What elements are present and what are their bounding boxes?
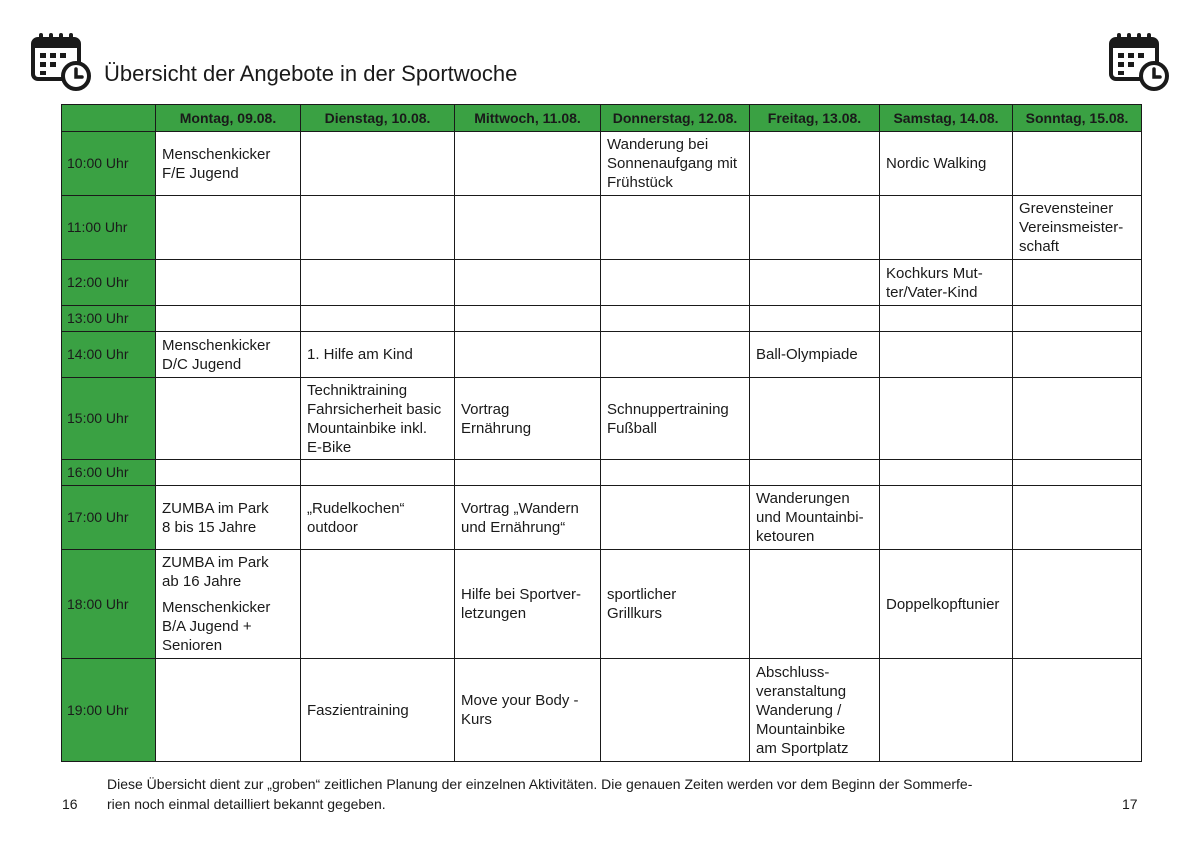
page-number-right: 17 (1122, 796, 1138, 812)
schedule-cell (1013, 659, 1142, 762)
activity-entry: ZUMBA im Park 8 bis 15 Jahre (162, 499, 269, 536)
schedule-cell (880, 306, 1013, 332)
schedule-cell (301, 132, 455, 196)
schedule-cell (880, 550, 1013, 659)
time-cell: 18:00 Uhr (62, 550, 156, 659)
corner-header-cell (62, 105, 156, 132)
schedule-cell (880, 260, 1013, 306)
schedule-cell (601, 132, 750, 196)
page-title: Übersicht der Angebote in der Sportwoche (104, 61, 518, 86)
activity-entry: sportlicher Grillkurs (607, 586, 677, 622)
schedule-cell (455, 460, 601, 486)
schedule-cell (880, 132, 1013, 196)
activity-entry: ZUMBA im Park ab 16 Jahre (162, 554, 269, 590)
schedule-cell (750, 550, 880, 659)
schedule-cell (301, 550, 455, 659)
schedule-cell (301, 306, 455, 332)
schedule-cell (301, 486, 455, 550)
schedule-cell (455, 659, 601, 762)
schedule-cell (880, 460, 1013, 486)
schedule-cell (880, 196, 1013, 260)
schedule-cell (1013, 486, 1142, 550)
table-row (62, 550, 1142, 659)
activity-entry: Wanderung bei Sonnenaufgang mit Frühstück (607, 136, 738, 191)
schedule-cell (301, 332, 455, 378)
table-row (62, 460, 1142, 486)
schedule-cell (455, 486, 601, 550)
schedule-cell (750, 460, 880, 486)
schedule-cell (750, 486, 880, 550)
time-cell: 14:00 Uhr (62, 332, 156, 378)
schedule-cell (455, 550, 601, 659)
page-number-left: 16 (62, 796, 78, 812)
schedule-cell (455, 132, 601, 196)
activity-entry: Move your Body - Kurs (461, 692, 579, 728)
schedule-cell (1013, 306, 1142, 332)
activity-entry: Abschluss- veranstaltung Wanderung / Mountainbike am Sportplatz (756, 663, 849, 757)
schedule-cell (455, 260, 601, 306)
schedule-cell (601, 460, 750, 486)
schedule-cell (156, 306, 301, 332)
activity-entry: Techniktraining Fahrsicherheit basic Mountainbike inkl. E-Bike (307, 381, 442, 456)
schedule-cell (156, 260, 301, 306)
schedule-cell (1013, 460, 1142, 486)
activity-entry: Ball-Olympiade (756, 346, 858, 363)
schedule-cell (301, 378, 455, 460)
schedule-cell (601, 196, 750, 260)
header-row (62, 105, 1142, 132)
activity-entry: Kochkurs Mut- ter/Vater-Kind (886, 264, 983, 301)
schedule-cell (750, 378, 880, 460)
schedule-cell (301, 659, 455, 762)
activity-entry: Grevensteiner Vereinsmeister- schaft (1019, 200, 1124, 255)
time-cell: 16:00 Uhr (62, 460, 156, 486)
day-header: Mittwoch, 11.08. (455, 105, 601, 132)
table-row (62, 306, 1142, 332)
time-cell: 11:00 Uhr (62, 196, 156, 260)
schedule-cell (601, 260, 750, 306)
schedule-cell (1013, 132, 1142, 196)
table-row (62, 332, 1142, 378)
schedule-cell (1013, 550, 1142, 659)
schedule-cell (601, 550, 750, 659)
activity-entry: Wanderungen und Mountainbi- ketouren (756, 490, 864, 545)
schedule-cell (880, 659, 1013, 762)
day-header: Freitag, 13.08. (750, 105, 880, 132)
schedule-cell (880, 332, 1013, 378)
calendar-clock-icon (30, 30, 92, 92)
activity-entry: Hilfe bei Sportver- letzungen (461, 586, 582, 622)
schedule-cell (156, 486, 301, 550)
day-header: Montag, 09.08. (156, 105, 301, 132)
table-row (62, 132, 1142, 196)
day-header: Dienstag, 10.08. (301, 105, 455, 132)
schedule-cell (1013, 378, 1142, 460)
schedule-cell (750, 306, 880, 332)
time-cell: 19:00 Uhr (62, 659, 156, 762)
schedule-cell (156, 332, 301, 378)
day-header: Samstag, 14.08. (880, 105, 1013, 132)
schedule-cell (601, 486, 750, 550)
calendar-clock-icon (1108, 30, 1170, 92)
schedule-cell (156, 550, 301, 659)
schedule-cell (156, 132, 301, 196)
time-cell: 10:00 Uhr (62, 132, 156, 196)
schedule-cell (301, 460, 455, 486)
schedule-cell (601, 306, 750, 332)
schedule-cell (455, 332, 601, 378)
time-cell: 17:00 Uhr (62, 486, 156, 550)
table-row (62, 378, 1142, 460)
schedule-cell (750, 260, 880, 306)
schedule-cell (1013, 332, 1142, 378)
schedule-cell (156, 378, 301, 460)
day-header: Sonntag, 15.08. (1013, 105, 1142, 132)
schedule-cell (880, 378, 1013, 460)
day-header: Donnerstag, 12.08. (601, 105, 750, 132)
activity-entry: Doppelkopftunier (886, 595, 1000, 613)
table-row (62, 659, 1142, 762)
schedule-cell (601, 332, 750, 378)
schedule-cell (601, 378, 750, 460)
time-cell: 12:00 Uhr (62, 260, 156, 306)
table-row (62, 486, 1142, 550)
activity-entry: Menschenkicker D/C Jugend (162, 336, 271, 373)
schedule-cell (1013, 196, 1142, 260)
activity-entry: Vortrag Ernährung (461, 400, 532, 437)
schedule-table (61, 104, 1142, 762)
schedule-cell (301, 260, 455, 306)
schedule-cell (156, 659, 301, 762)
schedule-cell (156, 196, 301, 260)
footnote: Diese Übersicht dient zur „groben“ zeitlichen Planung der einzelnen Aktivitäten. Die genauen Zeiten werden vor dem Beginn der Sommerfe- rien noch einmal detailliert bekannt gegeben. (107, 776, 973, 812)
activity-entry: „Rudelkochen“ outdoor (307, 499, 405, 536)
time-cell: 13:00 Uhr (62, 306, 156, 332)
schedule-cell (880, 486, 1013, 550)
schedule-cell (455, 378, 601, 460)
table-row (62, 260, 1142, 306)
schedule-cell (455, 196, 601, 260)
schedule-cell (455, 306, 601, 332)
activity-entry: Faszientraining (307, 701, 409, 719)
schedule-cell (750, 659, 880, 762)
schedule-cell (1013, 260, 1142, 306)
activity-entry: Schnuppertraining Fußball (607, 400, 729, 437)
schedule-cell (301, 196, 455, 260)
schedule-cell (601, 659, 750, 762)
schedule-cell (156, 460, 301, 486)
activity-entry: Menschenkicker B/A Jugend + Senioren (162, 599, 271, 654)
time-cell: 15:00 Uhr (62, 378, 156, 460)
activity-entry: Vortrag „Wandern und Ernährung“ (461, 499, 579, 536)
schedule-cell (750, 132, 880, 196)
activity-entry: Menschenkicker F/E Jugend (162, 145, 271, 182)
activity-entry: Nordic Walking (886, 155, 987, 172)
schedule-cell (750, 332, 880, 378)
table-row (62, 196, 1142, 260)
activity-entry: 1. Hilfe am Kind (307, 346, 413, 363)
schedule-cell (750, 196, 880, 260)
